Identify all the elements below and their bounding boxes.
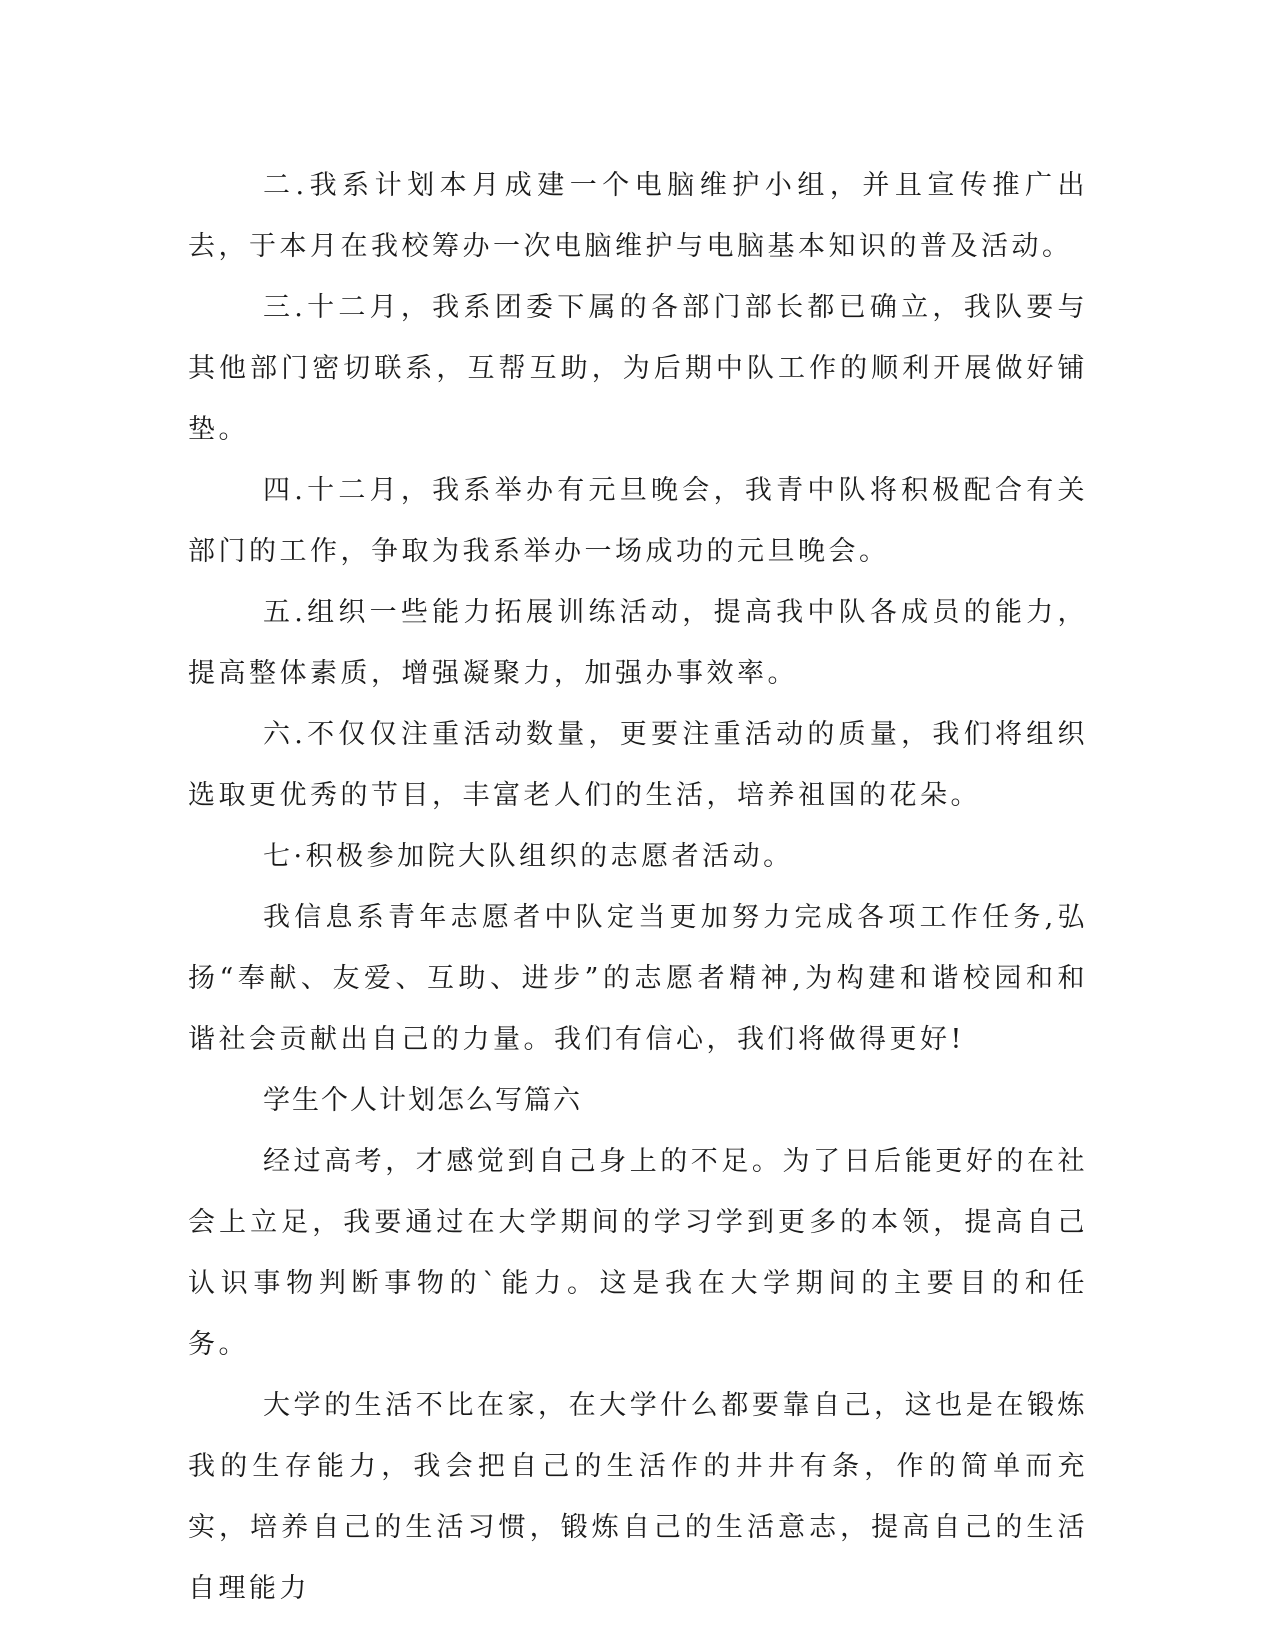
paragraph-item-2: 二.我系计划本月成建一个电脑维护小组，并且宣传推广出去，于本月在我校筹办一次电脑维护与电脑基本知识的普及活动。 [188,170,1088,262]
paragraph-item-7: 七·积极参加院大队组织的志愿者活动。 [263,841,794,872]
section-heading: 学生个人计划怎么写篇六 [263,1085,582,1116]
paragraph-item-5: 五.组织一些能力拓展训练活动，提高我中队各成员的能力，提高整体素质，增强凝聚力，加强办事效率。 [188,597,1088,689]
closing-paragraph: 我信息系青年志愿者中队定当更加努力完成各项工作任务,弘扬“奉献、友爱、互助、进步”的志愿者精神,为构建和谐校园和和谐社会贡献出自己的力量。我们有信心，我们将做得更好! [188,902,1088,1055]
paragraph-item-4: 四.十二月，我系举办有元旦晚会，我青中队将积极配合有关部门的工作，争取为我系举办一场成功的元旦晚会。 [188,475,1088,567]
paragraph-item-3: 三.十二月，我系团委下属的各部门部长都已确立，我队要与其他部门密切联系，互帮互助，为后期中队工作的顺利开展做好铺垫。 [188,292,1088,445]
body-paragraph: 经过高考，才感觉到自己身上的不足。为了日后能更好的在社会上立足，我要通过在大学期间的学习学到更多的本领，提高自己认识事物判断事物的`能力。这是我在大学期间的主要目的和任务。 [188,1146,1088,1360]
document-body [188,155,1088,1619]
body-paragraph: 大学的生活不比在家，在大学什么都要靠自己，这也是在锻炼我的生存能力，我会把自己的生活作的井井有条，作的简单而充实，培养自己的生活习惯，锻炼自己的生活意志，提高自己的生活自理能力 [188,1390,1088,1604]
paragraph-item-6: 六.不仅仅注重活动数量，更要注重活动的质量，我们将组织选取更优秀的节目，丰富老人们的生活，培养祖国的花朵。 [188,719,1088,811]
